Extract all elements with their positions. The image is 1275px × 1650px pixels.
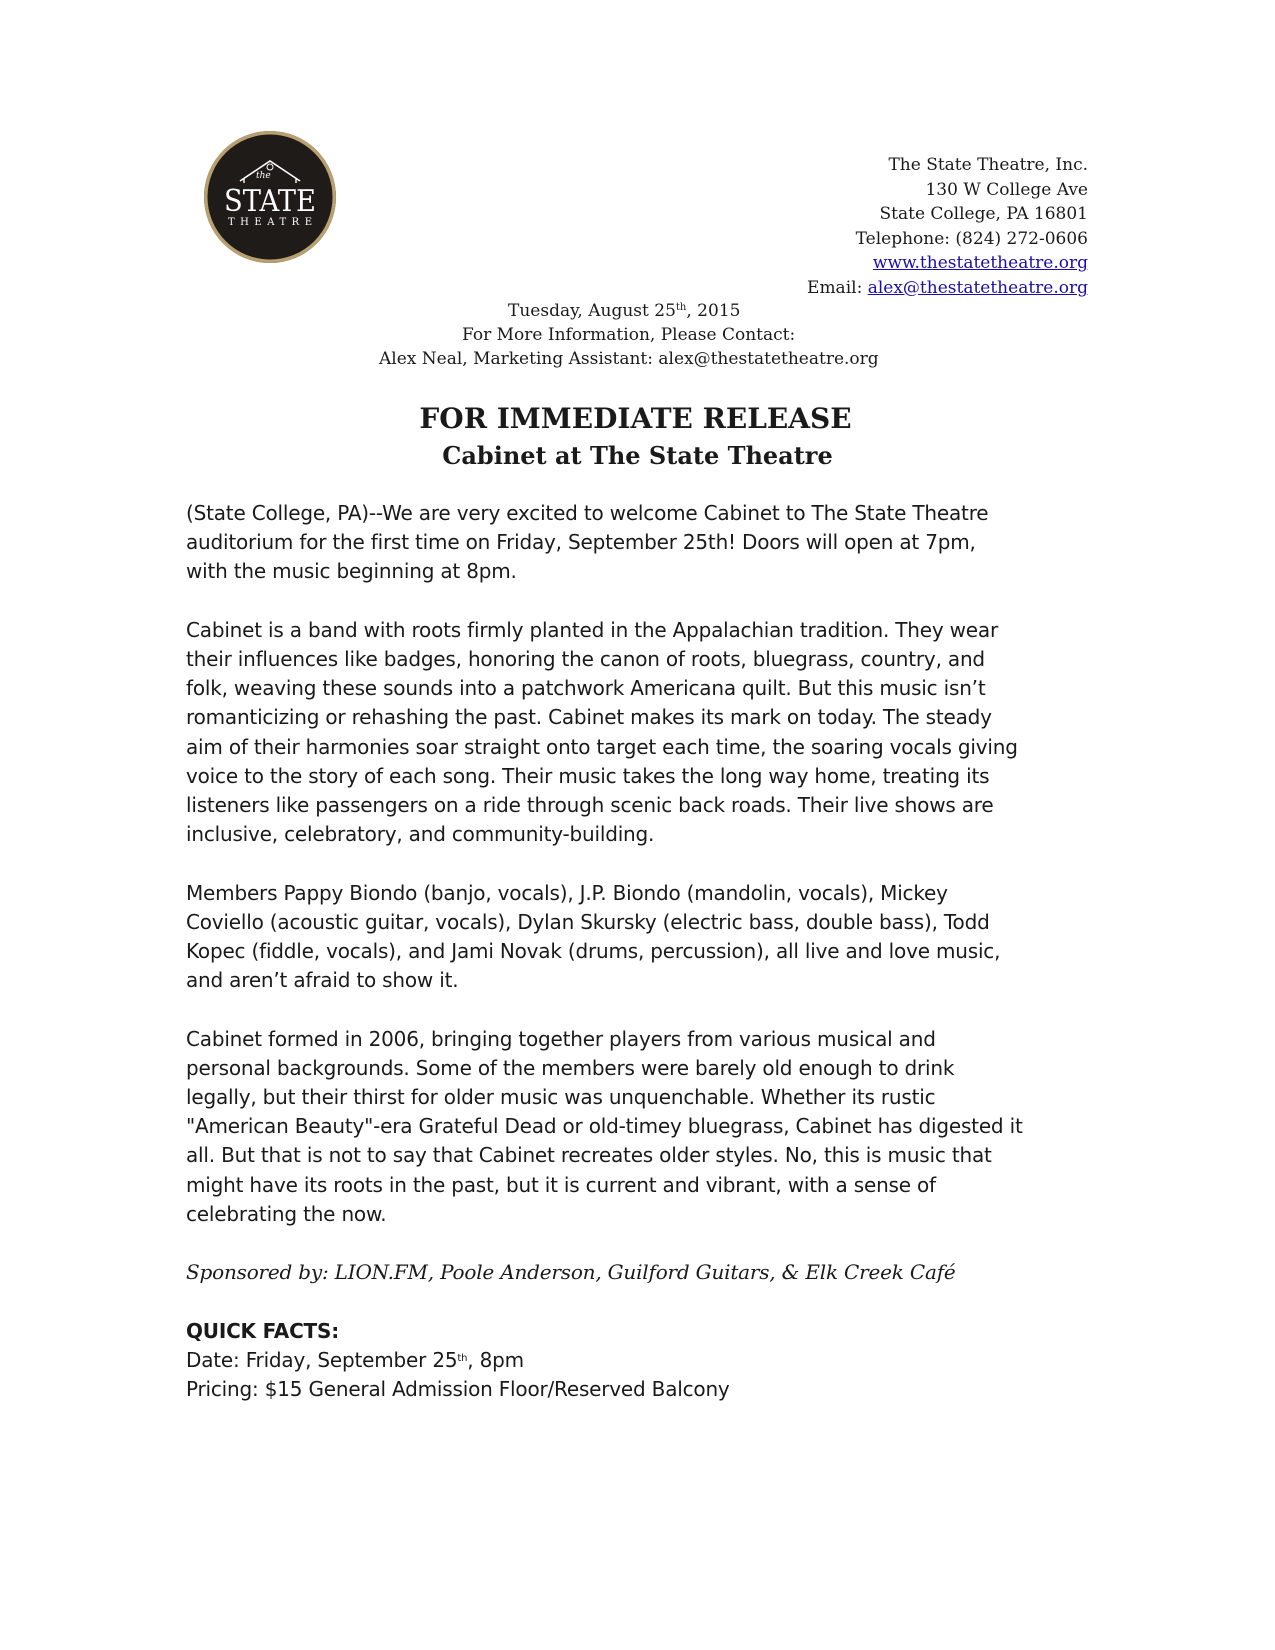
quick-facts-pricing: Pricing: $15 General Admission Floor/Reserved Balcony [186,1377,730,1402]
org-name: The State Theatre, Inc. [888,155,1088,175]
release-subtitle: Cabinet at The State Theatre [442,441,833,470]
email-line [807,276,1088,301]
text-line: Members Pappy Biondo (banjo, vocals), J.P. Biondo (mandolin, vocals), Mickey [186,880,948,905]
email-link[interactable]: alex@thestatetheatre.org [867,277,1088,298]
sponsor-line [186,1258,1086,1287]
text-line: might have its roots in the past, but it is current and vibrant, with a sense of [186,1172,936,1197]
quick-facts [186,1317,1086,1405]
text-line: folk, weaving these sounds into a patchwork Americana quilt. But this music isn’t [186,676,986,701]
street-address: 130 W College Ave [925,179,1088,200]
text-line: (State College, PA)--We are very excited to welcome Cabinet to The State Theatre [186,501,989,525]
text-line: Cabinet is a band with roots firmly planted in the Appalachian tradition. They wear [186,617,998,642]
logo-small-text: the [256,171,271,181]
website-link[interactable]: www.thestatetheatre.org [872,253,1088,273]
text-line: legally, but their thirst for older music was unquenchable. Whether its rustic [186,1085,936,1110]
text-line: romanticizing or rehashing the past. Cabinet makes its mark on today. The steady [186,705,992,730]
more-info-line: For More Information, Please Contact: [462,325,796,345]
release-heading: FOR IMMEDIATE RELEASE [419,402,852,435]
email-label: Email: [807,277,868,298]
contact-person: Alex Neal, Marketing Assistant: alex@thestatetheatre.org [379,349,879,369]
logo-main-text: STATE [224,184,316,219]
letterhead-address [807,153,1088,300]
quick-facts-date: Date: Friday, September 25th, 8pm [186,1347,524,1372]
text-line: Coviello (acoustic guitar, vocals), Dylan Skursky (electric bass, double bass), Todd [186,909,990,934]
text-line: aim of their harmonies soar straight onto target each time, the soaring vocals giving [186,734,1018,759]
text-line: celebrating the now. [186,1201,387,1226]
text-line: auditorium for the first time on Friday, September 25th! Doors will open at 7pm, [186,530,976,555]
paragraph-intro [186,499,1086,587]
text-line: all. But that is not to say that Cabinet recreates older styles. No, this is music that [186,1143,992,1168]
text-line: voice to the story of each song. Their music takes the long way home, treating its [186,763,990,788]
release-date: Tuesday, August 25th, 2015 [508,301,741,321]
text-line: and aren’t afraid to show it. [186,968,459,993]
text-line: Kopec (fiddle, vocals), and Jami Novak (drums, percussion), all live and love music, [186,939,1001,964]
body-text [186,499,1086,1404]
paragraph-members [186,879,1086,996]
text-line: Cabinet formed in 2006, bringing together players from various musical and [186,1026,936,1051]
state-theatre-logo [204,131,336,263]
text-line: inclusive, celebratory, and community-building. [186,822,655,847]
quick-facts-title: QUICK FACTS: [186,1318,339,1343]
text-line: with the music beginning at 8pm. [186,559,517,584]
logo-sub-text: THEATRE [228,217,312,228]
text-line: listeners like passengers on a ride through scenic back roads. Their live shows are [186,793,994,818]
text-line: personal backgrounds. Some of the members were barely old enough to drink [186,1055,955,1080]
paragraph-history [186,1025,1086,1229]
telephone: Telephone: (824) 272-0606 [855,228,1088,249]
text-line: "American Beauty"-era Grateful Dead or old-timey bluegrass, Cabinet has digested it [186,1114,1023,1139]
sponsor-text: Sponsored by: LION.FM, Poole Anderson, Guilford Guitars, & Elk Creek Café [186,1260,956,1285]
city-state-zip: State College, PA 16801 [879,204,1088,224]
text-line: their influences like badges, honoring the canon of roots, bluegrass, country, and [186,647,985,671]
paragraph-band [186,616,1086,850]
